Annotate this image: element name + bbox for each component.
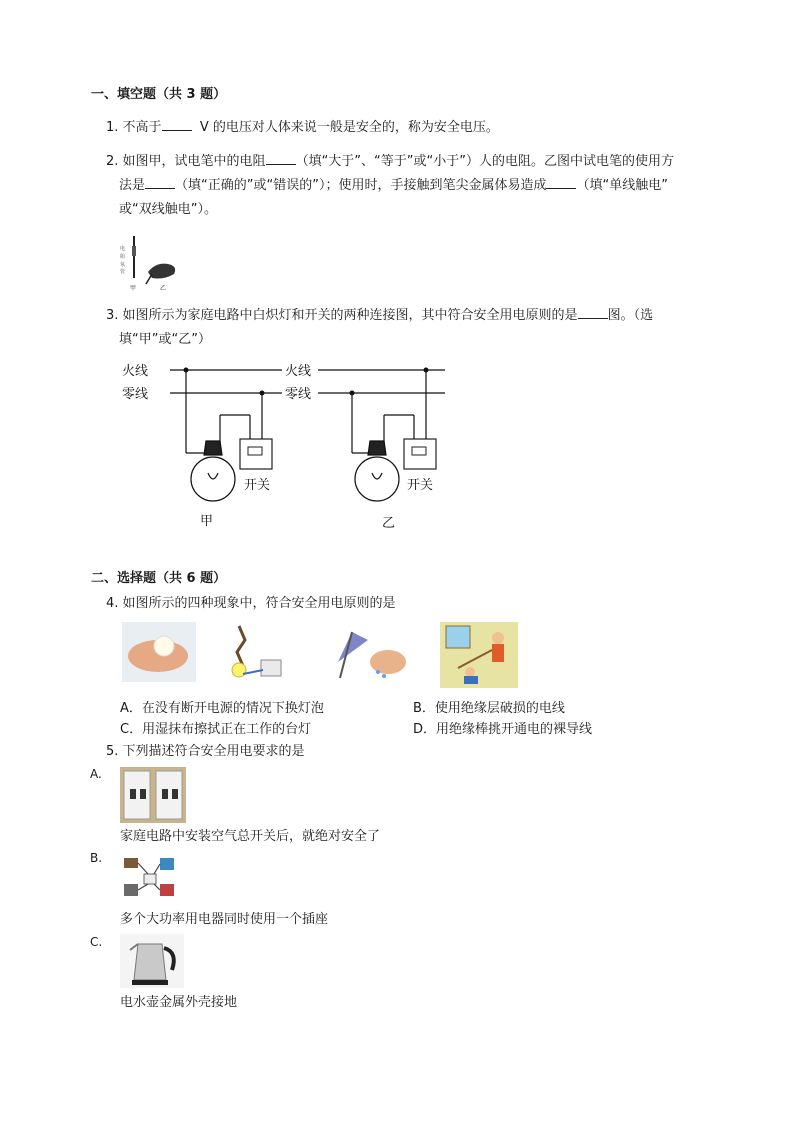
pen-label-yi: 乙 <box>160 285 167 292</box>
test-pen-figure <box>116 232 196 294</box>
q5-option-c-text: 电水壶金属外壳接地 <box>120 995 238 1010</box>
q2-blank-2[interactable] <box>145 176 175 189</box>
q4-option-a[interactable]: A．在没有断开电源的情况下换灯泡 <box>120 701 324 716</box>
pen-label-jia: 甲 <box>130 285 137 292</box>
q5-image-breakers <box>120 767 186 823</box>
q4-option-b[interactable]: B．使用绝缘层破损的电线 <box>413 701 565 716</box>
left-fig-label: 甲 <box>200 514 214 529</box>
q5-number: 5. <box>106 744 119 759</box>
question-4 <box>106 594 396 614</box>
q2-blank-3[interactable] <box>546 176 576 189</box>
left-live-label: 火线 <box>122 364 149 379</box>
q4-image-lamp-wipe <box>330 622 410 682</box>
q4-stem: 如图所示的四种现象中，符合安全用电原则的是 <box>122 596 396 611</box>
q2-text: （填“单线触电” <box>576 178 668 193</box>
right-fig-label: 乙 <box>382 516 396 531</box>
q2-number: 2. <box>106 154 119 169</box>
right-switch-label: 开关 <box>407 478 434 493</box>
q1-unit: V <box>199 120 209 135</box>
q5-option-b-letter[interactable]: B. <box>90 851 103 865</box>
q2-text: （填“正确的”或“错误的”）；使用时，手接触到笔尖金属体易造成 <box>175 178 547 193</box>
q2-text: 如图甲，试电笔中的电阻 <box>122 154 266 169</box>
pen-tube-label: 管 <box>120 269 126 275</box>
section2-title: 二、选择题（共 6 题） <box>91 571 227 586</box>
q4-number: 4. <box>106 596 119 611</box>
q5-image-overloaded-socket <box>120 852 180 904</box>
q4-option-d[interactable]: D．用绝缘棒挑开通电的裸导线 <box>413 722 593 737</box>
question-1 <box>106 118 499 138</box>
q4-image-broken-wire <box>225 622 291 688</box>
pen-resistor-label: 阻 <box>120 254 126 260</box>
q5-option-c-letter[interactable]: C. <box>90 935 103 949</box>
pen-tube-label: 氖 <box>120 262 126 268</box>
right-neutral-label: 零线 <box>285 387 312 402</box>
question-5 <box>106 742 305 762</box>
pen-resistor-label: 电 <box>120 246 126 252</box>
q3-text: 图。（选 <box>607 308 654 323</box>
question-3 <box>106 306 726 350</box>
section1-title: 一、填空题（共 3 题） <box>91 87 227 102</box>
q4-image-insulated-stick <box>440 622 518 688</box>
q2-blank-1[interactable] <box>266 152 296 165</box>
q1-text-c: 的电压对人体来说一般是安全的，称为安全电压。 <box>212 120 499 135</box>
q1-blank[interactable] <box>162 118 192 131</box>
q3-number: 3. <box>106 308 119 323</box>
q4-option-c[interactable]: C．用湿抹布擦拭正在工作的台灯 <box>120 722 312 737</box>
q3-blank[interactable] <box>578 306 608 319</box>
q5-image-kettle <box>120 934 184 988</box>
left-neutral-label: 零线 <box>122 387 149 402</box>
q2-text: （填“大于”、“等于”或“小于”）人的电阻。乙图中试电笔的使用方 <box>295 154 674 169</box>
q4-image-hand-bulb <box>122 622 196 682</box>
q5-option-a-text: 家庭电路中安装空气总开关后，就绝对安全了 <box>120 829 381 844</box>
q2-text: 法是 <box>119 178 146 193</box>
q3-text: 填“甲”或“乙”） <box>119 332 211 347</box>
q2-text: 或“双线触电”）。 <box>119 202 217 217</box>
right-live-label: 火线 <box>285 364 312 379</box>
q3-text: 如图所示为家庭电路中白炽灯和开关的两种连接图，其中符合安全用电原则的是 <box>122 308 578 323</box>
circuit-diagram <box>110 355 460 535</box>
q1-number: 1. <box>106 120 119 135</box>
question-2 <box>106 152 726 220</box>
left-switch-label: 开关 <box>244 478 271 493</box>
q5-option-a-letter[interactable]: A. <box>90 767 102 781</box>
q1-text-a: 不高于 <box>122 120 162 135</box>
q5-option-b-text: 多个大功率用电器同时使用一个插座 <box>120 912 329 927</box>
q5-stem: 下列描述符合安全用电要求的是 <box>122 744 305 759</box>
